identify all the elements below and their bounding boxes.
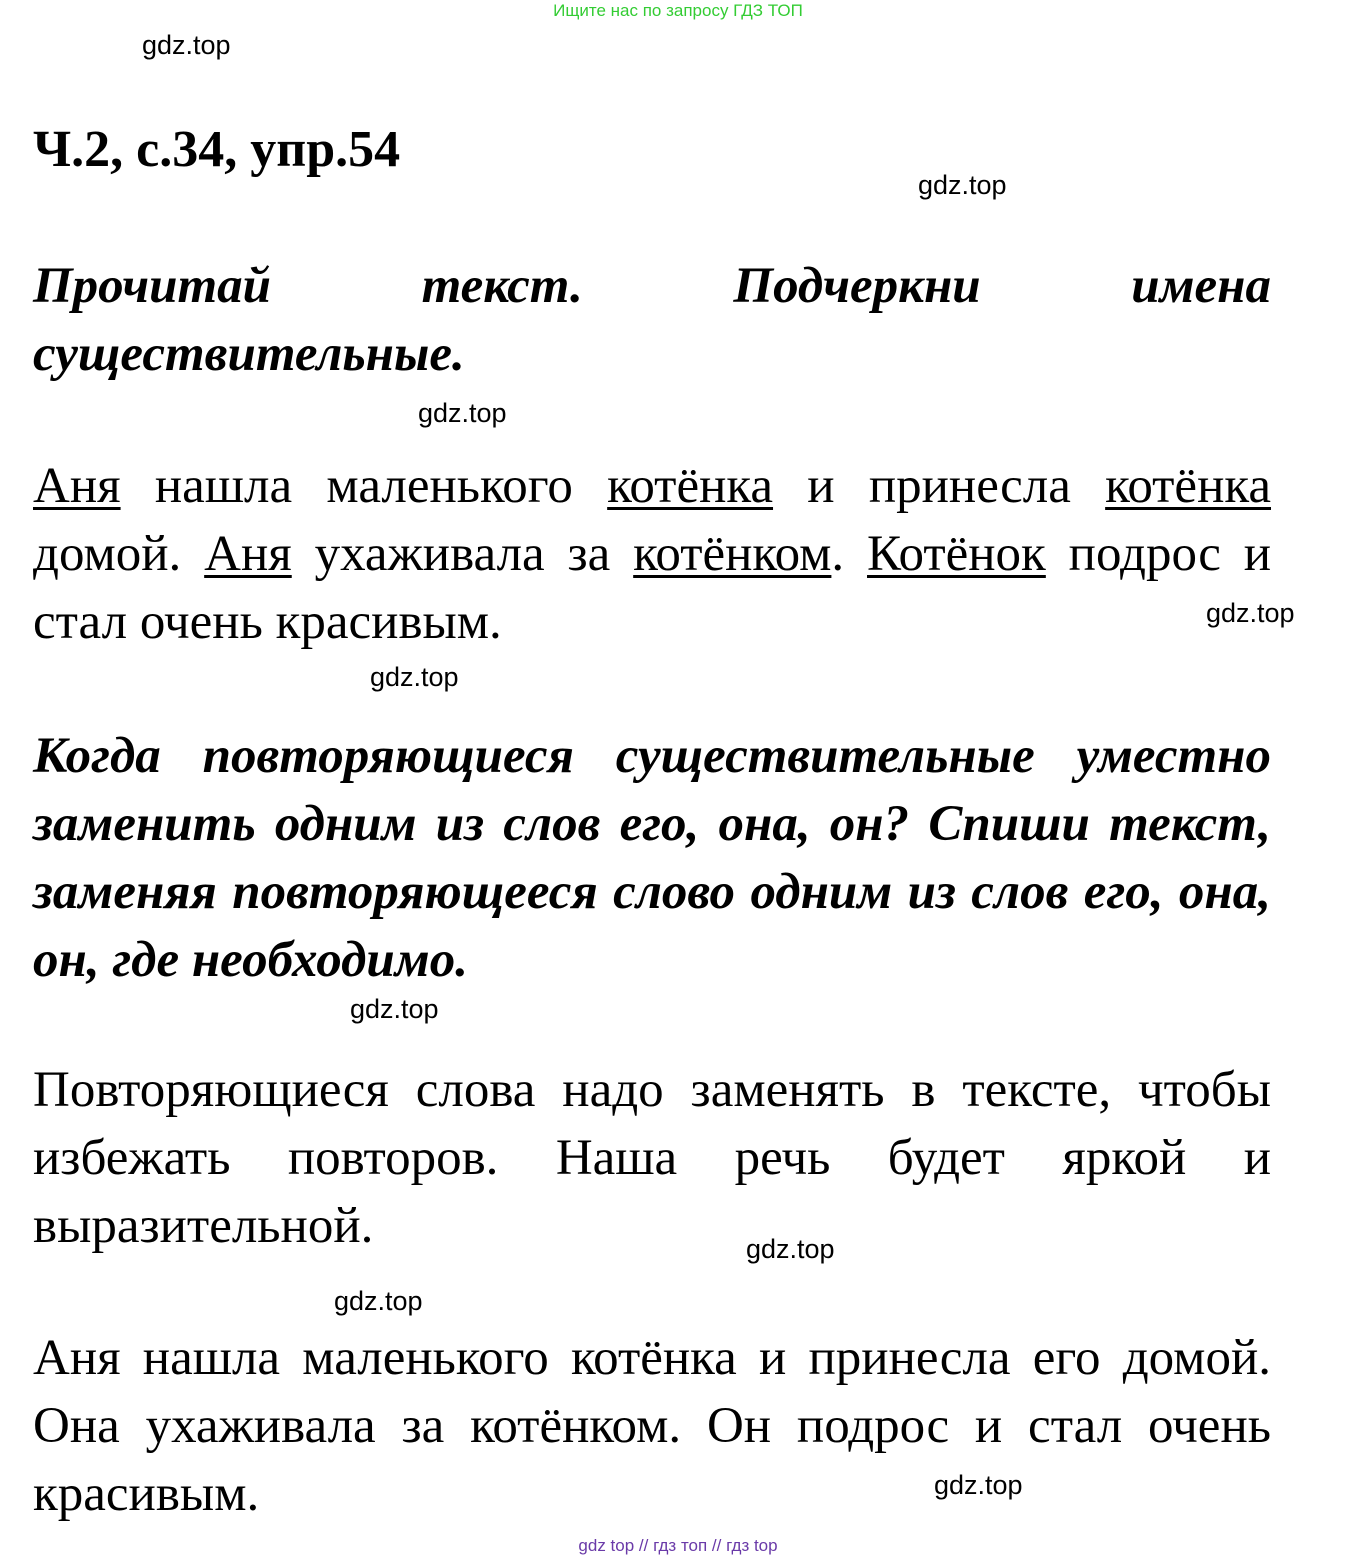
watermark: gdz.top bbox=[1206, 598, 1295, 628]
top-banner: Ищите нас по запросу ГДЗ ТОП bbox=[553, 1, 803, 20]
underlined-noun: котёнком bbox=[633, 526, 832, 582]
text-fragment: нашла маленького bbox=[120, 458, 608, 514]
watermark: gdz.top bbox=[370, 662, 459, 692]
text-fragment: . bbox=[831, 526, 868, 582]
text-fragment: и принесла bbox=[773, 458, 1106, 514]
footer-watermark: gdz top // гдз топ // гдз top bbox=[578, 1536, 778, 1555]
task-instruction-2: Когда повторяющиеся существительные уместно заменить одним из слов его, она, он? Спиши текст, заменяя повторяющееся слово одним из слов его, она, он, где необходимо. bbox=[33, 728, 1271, 988]
text-fragment: ухаживала за bbox=[291, 526, 634, 582]
watermark: gdz.top bbox=[142, 30, 231, 60]
watermark: gdz.top bbox=[746, 1234, 835, 1264]
answer-paragraph-2: Аня нашла маленького котёнка и принесла его домой. Она ухаживала за котёнком. Он подрос и стал очень красивым. bbox=[33, 1330, 1271, 1522]
watermark: gdz.top bbox=[934, 1470, 1023, 1500]
watermark: gdz.top bbox=[334, 1286, 423, 1316]
answer-paragraph-1: Повторяющиеся слова надо заменять в тексте, чтобы избежать повторов. Наша речь будет яркой и выразительной. bbox=[33, 1062, 1271, 1254]
text-fragment: подрос и стал очень красивым. bbox=[33, 526, 1272, 650]
task-instruction-1: Прочитай текст. Подчеркни имена существительные. bbox=[33, 258, 1271, 382]
watermark: gdz.top bbox=[350, 994, 439, 1024]
watermark: gdz.top bbox=[418, 398, 507, 428]
underlined-noun: Аня bbox=[204, 526, 292, 582]
underlined-noun: Аня bbox=[33, 458, 121, 514]
watermark: gdz.top bbox=[918, 170, 1007, 200]
page-title: Ч.2, с.34, упр.54 bbox=[33, 121, 401, 178]
text-fragment: домой. bbox=[33, 526, 205, 582]
underlined-noun: Котёнок bbox=[867, 526, 1046, 582]
underlined-noun: котёнка bbox=[1105, 458, 1271, 514]
underlined-noun: котёнка bbox=[607, 458, 774, 514]
exercise-text bbox=[33, 452, 1271, 656]
